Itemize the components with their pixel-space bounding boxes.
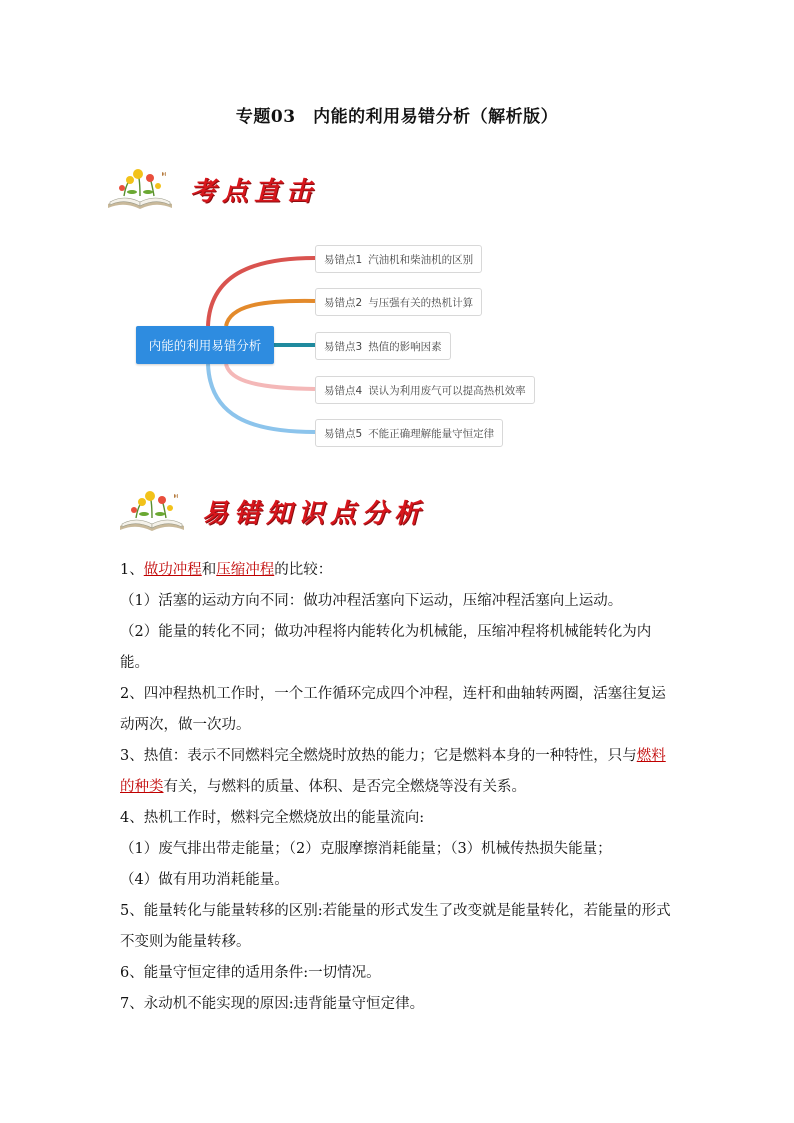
point-5: 5、能量转化与能量转移的区别:若能量的形式发生了改变就是能量转化，若能量的形式不变则为能量转移。 [120,903,671,950]
point-1 [120,555,680,586]
section-header-exam-points [104,166,318,212]
mindmap-node-1 [315,245,482,273]
node-number: 易错点5 [324,427,363,440]
node-text: 汽油机和柴油机的区别 [368,253,474,266]
node-text: 误认为利用废气可以提高热机效率 [368,384,526,397]
point-3-prefix: 3、热值：表示不同燃料完全燃烧时放热的能力；它是燃料本身的一种特性，只与 [120,748,637,764]
point-1a: （1）活塞的运动方向不同：做功冲程活塞向下运动，压缩冲程活塞向上运动。 [120,593,623,609]
section-label: 易错知识点分析 [202,498,427,529]
point-6: 6、能量守恒定律的适用条件:一切情况。 [120,965,381,981]
point-7: 7、永动机不能实现的原因:违背能量守恒定律。 [120,996,425,1012]
mindmap-node-5 [315,419,503,447]
section-label: 考点直击 [190,176,319,207]
document-title: 专题03 内能的利用易错分析（解析版） [235,107,559,127]
highlight-power-stroke: 做功冲程 [143,562,202,578]
mindmap-node-4 [315,376,535,404]
point-3-suffix: 有关，与燃料的质量、体积、是否完全燃烧等没有关系。 [163,779,526,795]
point-3 [120,741,680,803]
node-text: 与压强有关的热机计算 [368,296,474,309]
node-text: 热值的影响因素 [368,340,442,353]
highlight-compression-stroke: 压缩冲程 [216,562,275,578]
book-flower-icon [104,166,176,212]
point-1b: （2）能量的转化不同；做功冲程将内能转化为机械能，压缩冲程将机械能转化为内能。 [120,624,652,671]
mindmap-node-2 [315,288,482,316]
mindmap-node-3 [315,332,451,360]
point-4: 4、热机工作时，燃料完全燃烧放出的能量流向: [120,810,425,826]
mindmap-root: 内能的利用易错分析 [136,326,274,364]
node-number: 易错点1 [324,253,363,266]
node-number: 易错点3 [324,340,363,353]
point-2: 2、四冲程热机工作时，一个工作循环完成四个冲程，连杆和曲轴转两圈，活塞往复运动两次，做一次功。 [120,686,666,733]
content-body [120,555,680,1020]
section-header-error-analysis [116,488,426,534]
node-text: 不能正确理解能量守恒定律 [368,427,495,440]
point-1-mid: 和 [201,562,217,578]
book-flower-icon [116,488,188,534]
point-4a: （1）废气排出带走能量；（2）克服摩擦消耗能量；（3）机械传热损失能量； [120,841,612,857]
point-1-suffix: 的比较： [274,562,333,578]
mindmap [130,236,550,448]
point-4b: （4）做有用功消耗能量。 [120,872,289,888]
node-number: 易错点4 [324,384,363,397]
highlight-fuel-type: 燃料的种类 [120,748,666,795]
point-1-prefix: 1、 [120,562,144,578]
node-number: 易错点2 [324,296,363,309]
